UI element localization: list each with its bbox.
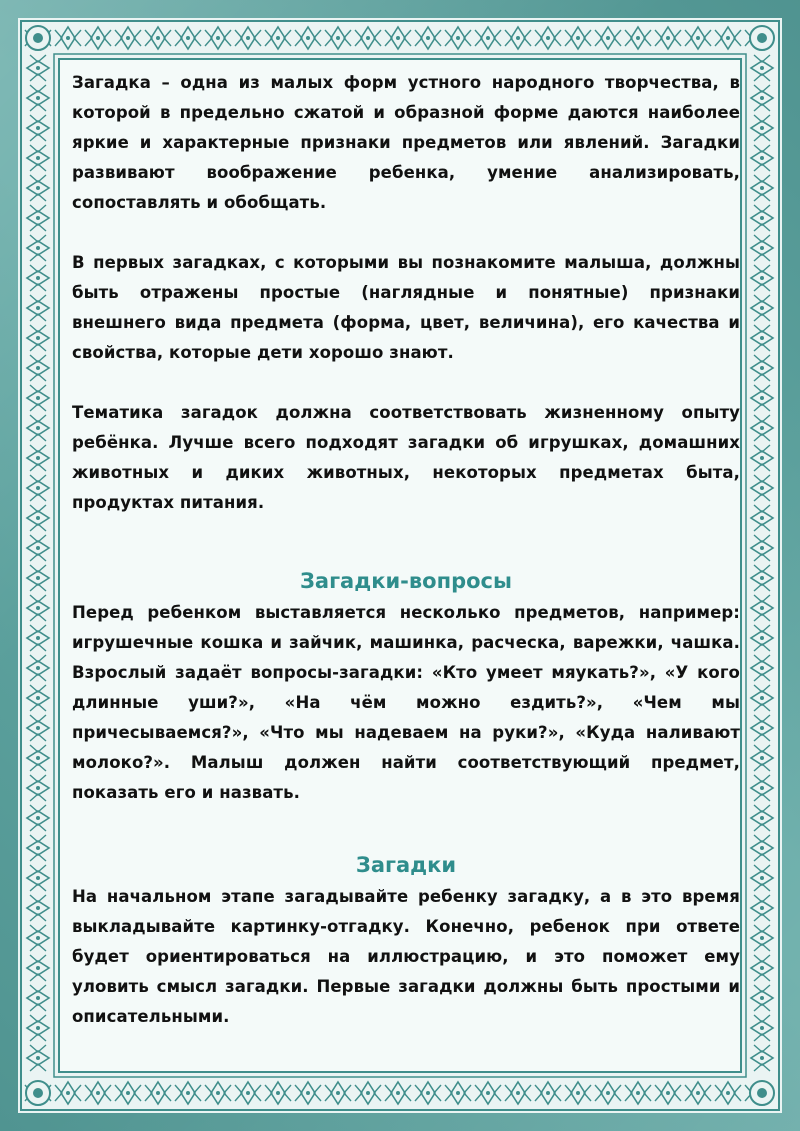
intro-paragraph-2: В первых загадках, с которыми вы познакомите малыша, должны быть отражены простые (наглядные и понятные) признаки внешнего вида предмета (форма, цвет, величина), его качества и свойства, которые дети хорошо знают. (72, 253, 740, 362)
document-body (72, 68, 740, 1032)
intro-paragraph-1: Загадка – одна из малых форм устного народного творчества, в которой в предельно сжатой и образной форме даются наиболее яркие и характерные признаки предметов или явлений. Загадки развивают воображение ребенка, умение анализировать, сопоставлять и обобщать. (72, 73, 740, 212)
section-text-questions: Перед ребенком выставляется несколько предметов, например: игрушечные кошка и зайчик, машинка, расческа, варежки, чашка. Взрослый задаёт вопросы-загадки: «Кто умеет мяукать?», «У кого длинные уши?», «На чём можно ездить?», «Чем мы причесываемся?», «Что мы надеваем на руки?», «Куда наливают молоко?». Малыш должен найти соответствующий предмет, показать его и назвать. (72, 603, 740, 802)
section-text-riddles: На начальном этапе загадывайте ребенку загадку, а в это время выкладывайте картинку-отгадку. Конечно, ребенок при ответе будет ориентироваться на иллюстрацию, и это поможет ему уловить смысл загадки. Первые загадки должны быть простыми и описательными. (72, 887, 740, 1026)
section-title-questions: Загадки-вопросы (300, 569, 512, 593)
intro-paragraph-3: Тематика загадок должна соответствовать жизненному опыту ребёнка. Лучше всего подходят загадки об игрушках, домашних животных и диких животных, некоторых предметах быта, продуктах питания. (72, 403, 740, 512)
section-title-riddles: Загадки (355, 853, 457, 877)
